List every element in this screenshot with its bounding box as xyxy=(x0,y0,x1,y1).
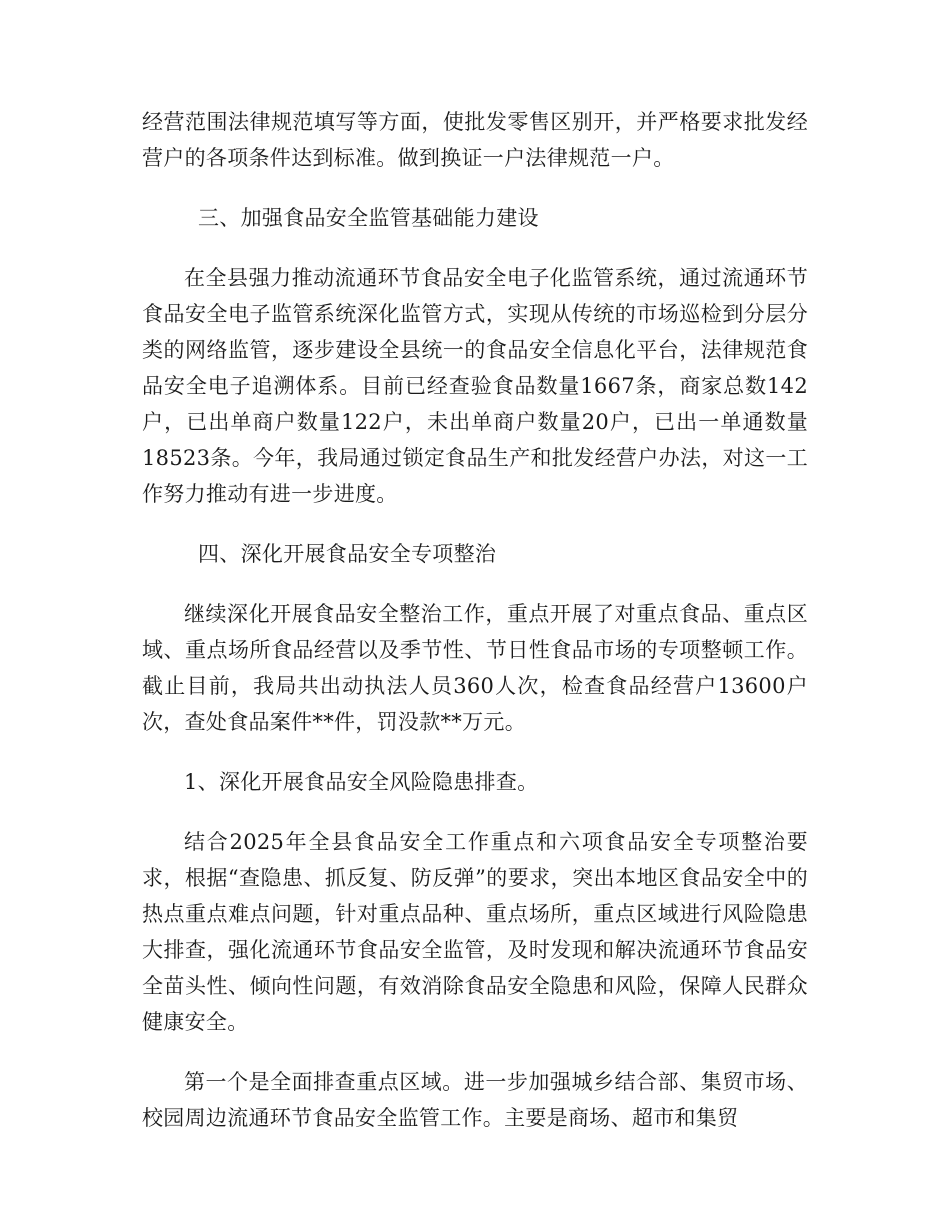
paragraph-key-areas: 第一个是全面排查重点区域。进一步加强城乡结合部、集贸市场、校园周边流通环节食品安全监管工作。主要是商场、超市和集贸 xyxy=(142,1070,808,1130)
paragraph-electronic-supervision: 在全县强力推动流通环节食品安全电子化监管系统，通过流通环节食品安全电子监管系统深化监管方式，实现从传统的市场巡检到分层分类的网络监管，逐步建设全县统一的食品安全信息化平台，法律规范食品安全电子追溯体系。目前已经查验食品数量1667条，商家总数142户，已出单商户数量122户，未出单商户数量20户，已出一单通数量18523条。今年，我局通过锁定食品生产和批发经营户办法，对这一工作努力推动有进一步进度。 xyxy=(142,266,808,506)
section-heading-3: 三、加强食品安全监管基础能力建设 xyxy=(198,206,539,230)
paragraph-risk-investigation: 结合2025年全县食品安全工作重点和六项食品安全专项整治要求，根据“查隐患、抓反复、防反弹”的要求，突出本地区食品安全中的热点重点难点问题，针对重点品种、重点场所，重点区域进行风险隐患大排查，强化流通环节食品安全监管，及时发现和解决流通环节食品安全苗头性、倾向性问题，有效消除食品安全隐患和风险，保障人民群众健康安全。 xyxy=(142,830,808,1034)
document-body xyxy=(142,104,808,1160)
section-heading-4: 四、深化开展食品安全专项整治 xyxy=(198,542,497,566)
paragraph-special-rectification: 继续深化开展食品安全整治工作，重点开展了对重点食品、重点区域、重点场所食品经营以及季节性、节日性食品市场的专项整顿工作。截止目前，我局共出动执法人员360人次，检查食品经营户13600户次，查处食品案件**件，罚没款**万元。 xyxy=(142,602,808,734)
subheading-risk-investigation: 1、深化开展食品安全风险隐患排查。 xyxy=(184,770,539,794)
paragraph-business-scope: 经营范围法律规范填写等方面，使批发零售区别开，并严格要求批发经营户的各项条件达到标准。做到换证一户法律规范一户。 xyxy=(142,110,808,170)
